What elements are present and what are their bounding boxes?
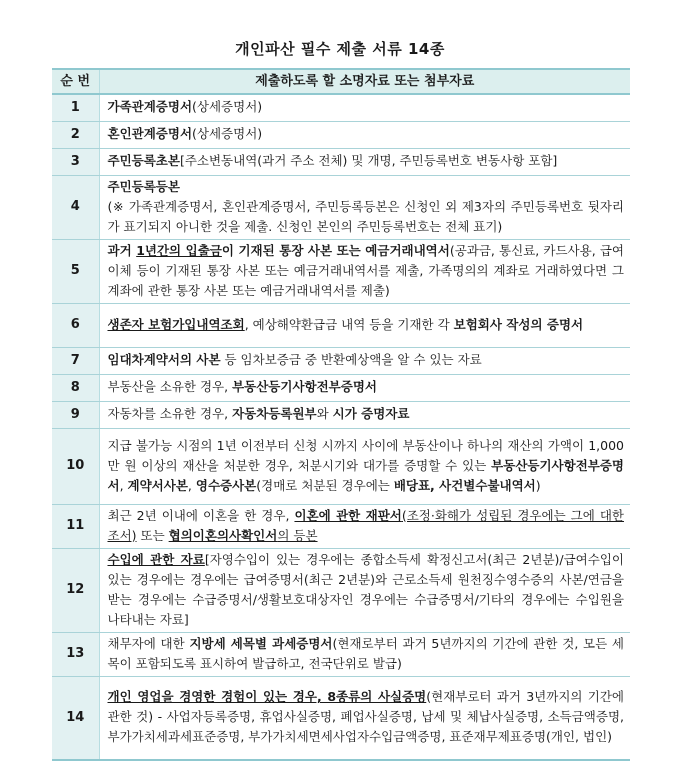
document-name-text: 자동차등록원부 [232, 406, 317, 421]
table-row [52, 401, 630, 428]
row-description [99, 374, 630, 401]
description-text: (상세증명서) [192, 126, 263, 141]
row-description [99, 504, 630, 548]
table-row [52, 374, 630, 401]
document-name-text: 1년간의 입출금 [136, 242, 222, 258]
row-number: 9 [52, 401, 99, 428]
description-text: , 예상해약환급금 내역 등을 기재한 각 [244, 316, 454, 332]
table-header-row [52, 69, 630, 94]
description-text: (공과금, 통신료, 카드사용, 급여이체 등이 기재된 통장 사본 또는 예금거래내역서를 제출, 가족명의의 계좌로 거래하였다면 그 계좌에 관한 통장 사본 또는 예금거래내역서를 제출) [107, 242, 624, 298]
description-text: ) [535, 477, 541, 493]
table-row [52, 239, 630, 303]
row-number: 5 [52, 239, 99, 303]
document-name-text: 영수증사본 [195, 477, 257, 493]
header-description: 제출하도록 할 소명자료 또는 첨부자료 [99, 69, 630, 94]
row-description [99, 347, 630, 374]
description-text: , [187, 477, 196, 493]
table-row [52, 94, 630, 121]
description-text: , [119, 477, 128, 493]
description-text: 부동산을 소유한 경우, [107, 379, 233, 394]
row-number: 6 [52, 303, 99, 347]
document-name-text: 주민등록초본 [107, 153, 180, 168]
description-text: (※ 가족관계증명서, 혼인관계증명서, 주민등록등본은 신청인 외 제3자의 주민등록번호 뒷자리가 표기되지 아니한 것을 제출. 신청인 본인의 주민등록번호는 전체 표기) [107, 198, 624, 234]
description-text: 지급 불가능 시점의 1년 이전부터 신청 시까지 사이에 부동산이나 하나의 재산의 가액이 1,000만 원 이상의 재산을 처분한 경우, 처분시기와 대가를 증명할 수 있는 [107, 437, 624, 473]
row-number: 11 [52, 504, 99, 548]
row-number: 1 [52, 94, 99, 121]
document-name-text: 협의이혼의사확인서 [168, 527, 278, 543]
row-description [99, 303, 630, 347]
document-name-text: 수입에 관한 자료 [107, 551, 205, 567]
description-text: (상세증명서) [192, 99, 263, 115]
document-name-text: 이 기재된 통장 사본 또는 예금거래내역서 [221, 242, 450, 258]
table-row [52, 428, 630, 504]
description-text: 와 [316, 406, 333, 421]
description-text: [자영수입이 있는 경우에는 종합소득세 확정신고서(최근 2년분)/급여수입이 있는 경우에는 경우에는 급여증명서(최근 2년분)와 근로소득세 원천징수영수증의 사본/연금을 받는 경우에는 수급증명서/생활보호대상자인 경우에는 수급증명서/기타의 경우에는 수입원을 나타내는 자료] [107, 551, 624, 627]
description-text: [주소변동내역(과거 주소 전체) 및 개명, 주민등록번호 변동사항 포함] [179, 153, 558, 168]
document-name-text: 시가 증명자료 [332, 406, 410, 421]
row-number: 4 [52, 175, 99, 239]
table-row [52, 303, 630, 347]
table-row [52, 632, 630, 676]
row-description [99, 632, 630, 676]
table-row [52, 121, 630, 148]
description-text: 최근 2년 이내에 이혼을 한 경우, [107, 507, 295, 523]
row-description [99, 548, 630, 632]
row-description [99, 121, 630, 148]
row-description [99, 428, 630, 504]
header-number: 순 번 [52, 69, 99, 94]
row-number: 13 [52, 632, 99, 676]
row-number: 3 [52, 148, 99, 175]
document-name-text: 혼인관계증명서 [107, 126, 193, 141]
row-description [99, 401, 630, 428]
row-description [99, 148, 630, 175]
description-text: (조정·화해가 성립된 경우에는 그에 대한 조서) [107, 507, 624, 543]
document-name-text: 임대차계약서의 사본 [107, 352, 221, 367]
table-row [52, 548, 630, 632]
row-description [99, 676, 630, 760]
description-text: 또는 [136, 527, 169, 543]
description-text: 등 임차보증금 중 반환예상액을 알 수 있는 자료 [220, 352, 482, 367]
document-name-text: 이혼에 관한 재판서 [294, 507, 402, 523]
document-name-text: 배당표, 사건별수불내역서 [393, 477, 536, 493]
row-number: 10 [52, 428, 99, 504]
document-title: 개인파산 필수 제출 서류 14종 [235, 40, 445, 58]
row-number: 2 [52, 121, 99, 148]
description-text: 채무자에 대한 [107, 635, 190, 651]
table-row [52, 676, 630, 760]
table-row [52, 148, 630, 175]
document-name-text: 과거 [107, 242, 137, 258]
table-body [52, 94, 630, 760]
row-description [99, 175, 630, 239]
description-text: 자동차를 소유한 경우, [107, 406, 233, 421]
document-name-text: 부동산등기사항전부증명서 [107, 457, 624, 493]
row-number: 7 [52, 347, 99, 374]
row-number: 14 [52, 676, 99, 760]
description-text: (경매로 처분된 경우에는 [256, 477, 394, 493]
table-row [52, 175, 630, 239]
document-name-text: 계약서사본 [127, 477, 188, 493]
row-description [99, 94, 630, 121]
row-number: 8 [52, 374, 99, 401]
document-name-text: 생존자 보험가입내역조회 [107, 316, 245, 332]
document-name-text: 부동산등기사항전부증명서 [232, 379, 377, 394]
description-text: 의 등본 [277, 527, 318, 543]
document-name-text: 보험회사 작성의 증명서 [453, 316, 584, 332]
table-row [52, 347, 630, 374]
document-name-text: 개인 영업을 경영한 경험이 있는 경우, 8종류의 사실증명 [107, 689, 427, 705]
description-text: (현재부로터 과거 3년까지의 기간에 관한 것) - 사업자등록증명, 휴업사실증명, 폐업사실증명, 납세 및 체납사실증명, 소득금액증명, 부가가치세과세표준증명, 부가가치세면세사업자수입금액증명, 표준재무제표증명(개인, 법인) [107, 689, 624, 745]
table-row [52, 504, 630, 548]
row-number: 12 [52, 548, 99, 632]
document-name-text: 주민등록등본 [107, 178, 180, 194]
row-description [99, 239, 630, 303]
description-text: (현재로부터 과거 5년까지의 기간에 관한 것, 모든 세목이 포함되도록 표시하여 발급하고, 전국단위로 발급) [107, 635, 625, 671]
document-name-text: 지방세 세목별 과세증명서 [189, 635, 333, 651]
document-name-text: 가족관계증명서 [107, 99, 193, 115]
required-documents-table [52, 68, 630, 761]
